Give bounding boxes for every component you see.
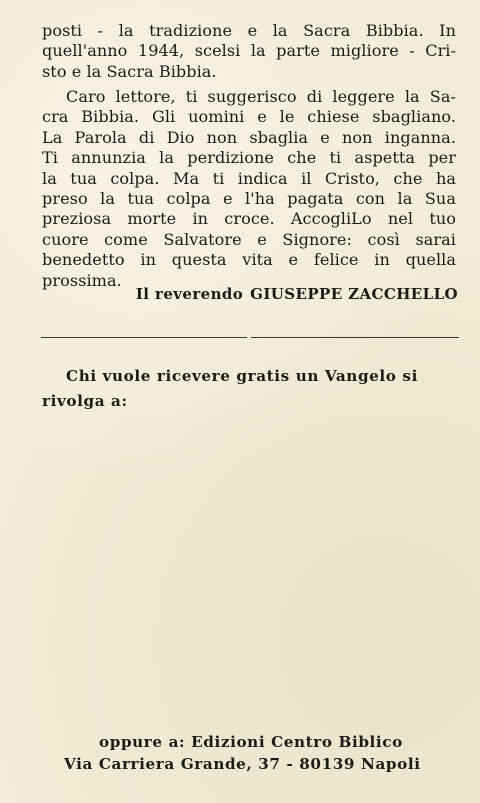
divider-right [251, 337, 459, 338]
footer-line-1: oppure a: Edizioni Centro Biblico [99, 733, 403, 751]
text-line: prossima. [42, 270, 122, 290]
signature-name: GIUSEPPE ZACCHELLO [250, 285, 458, 303]
request-line-1: Chi vuole ricevere gratis un Vangelo si [66, 367, 418, 385]
text-line: quell'anno 1944, scelsi la parte migliore - Cri- [42, 41, 456, 61]
paragraph-1 [42, 21, 456, 82]
request-line-2: rivolga a: [42, 392, 128, 410]
text-line: Caro lettore, ti suggerisco di leggere la Sa- [66, 87, 456, 106]
text-line: cra Bibbia. Gli uomini e le chiese sbagliano. [42, 107, 456, 127]
footer-address [64, 731, 434, 775]
request-text [42, 364, 457, 414]
text-line: Ti annunzia la perdizione che ti aspetta per [42, 148, 456, 168]
text-line: posti - la tradizione e la Sacra Bibbia. In [42, 21, 456, 40]
text-line: benedetto in questa vita e felice in quella [42, 250, 456, 270]
text-line: cuore come Salvatore e Signore: così sarai [42, 229, 456, 249]
text-line: preso la tua colpa e l'ha pagata con la Sua [42, 189, 456, 209]
text-line: sto e la Sacra Bibbia. [42, 61, 217, 81]
text-line-first [42, 87, 456, 107]
signature-title: Il reverendo [135, 285, 244, 303]
signature [110, 285, 458, 303]
divider-left [41, 337, 247, 338]
text-line: La Parola di Dio non sbaglia e non inganna. [42, 127, 456, 147]
footer-line-2: Via Carriera Grande, 37 - 80139 Napoli [64, 755, 421, 773]
text-line: preziosa morte in croce. AccogliLo nel tuo [42, 209, 456, 229]
text-line: la tua colpa. Ma ti indica il Cristo, che ha [42, 168, 456, 188]
paragraph-2 [42, 87, 456, 291]
